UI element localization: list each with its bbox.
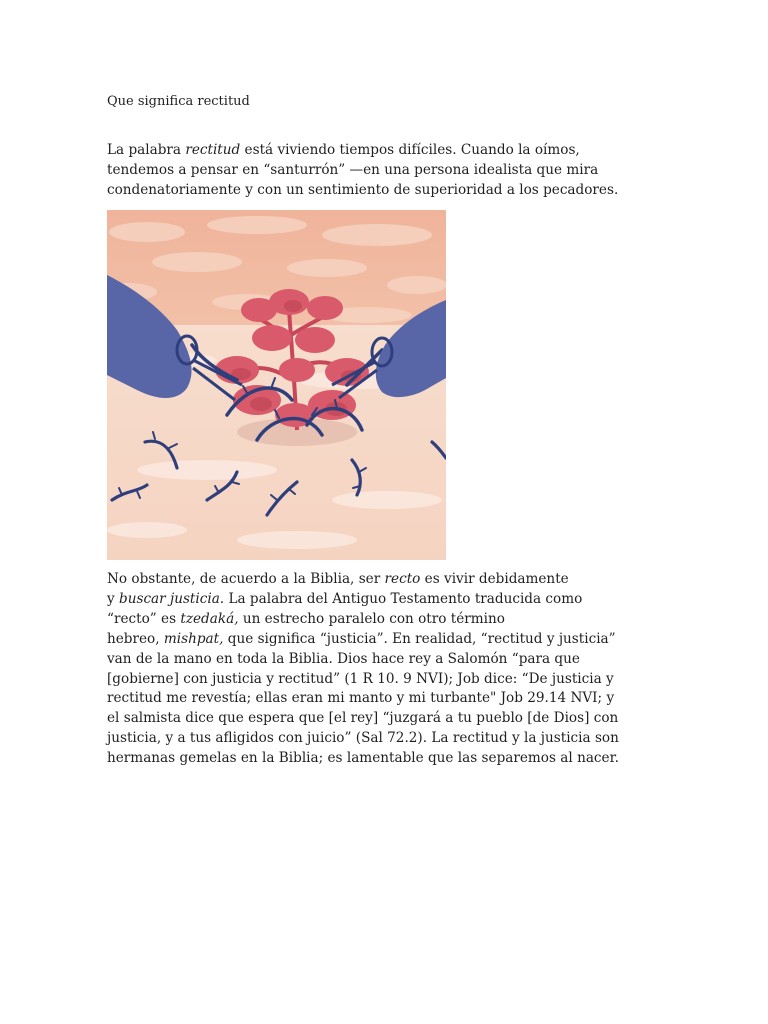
body-line: hermanas gemelas en la Biblia; es lamentable que las separemos al nacer. <box>107 750 619 767</box>
page-title: Que significa rectitud <box>107 94 250 109</box>
intro-line <box>107 141 618 161</box>
body-line <box>107 570 619 590</box>
body-line: van de la mano en toda la Biblia. Dios hace rey a Salomón “para que <box>107 650 580 667</box>
text-run: un estrecho paralelo con otro término <box>238 610 505 627</box>
body-line: [gobierne] con justicia y rectitud” (1 R 10. 9 NVI); Job dice: “De justicia y <box>107 670 614 687</box>
intro-paragraph <box>107 141 618 201</box>
intro-line: condenatoriamente y con un sentimiento de superioridad a los pecadores. <box>107 181 619 198</box>
text-run: No obstante, de acuerdo a la Biblia, ser <box>107 571 385 587</box>
intro-line: tendemos a pensar en “santurrón” —en una persona idealista que mira <box>107 161 599 178</box>
text-run: y <box>107 590 120 607</box>
emphasis-mishpat: mishpat, <box>163 630 224 647</box>
illustration-image <box>107 210 446 560</box>
text-run: La palabra del Antiguo Testamento traducida como <box>224 590 583 607</box>
text-run: que significa “justicia”. En realidad, “rectitud y justicia” <box>223 630 616 647</box>
text-run: “recto” es <box>107 610 181 627</box>
body-line <box>107 590 619 610</box>
emphasis-buscar-justicia: buscar justicia. <box>119 590 225 607</box>
emphasis-tzedaka: tzedaká, <box>180 610 239 627</box>
illustration-artwork <box>107 210 446 560</box>
body-line <box>107 630 619 650</box>
text-run: hebreo, <box>107 630 164 647</box>
body-line: rectitud me revestía; ellas eran mi manto y mi turbante" Job 29.14 NVI; y <box>107 690 615 707</box>
text-run: es vivir debidamente <box>420 571 569 587</box>
text-run: está viviendo tiempos difíciles. Cuando la oímos, <box>240 142 580 158</box>
emphasis-recto: recto <box>384 571 421 587</box>
body-line <box>107 610 619 630</box>
body-line: justicia, y a tus afligidos con juicio” (Sal 72.2). La rectitud y la justicia son <box>107 730 619 747</box>
emphasis-rectitud: rectitud <box>185 142 241 158</box>
body-line: el salmista dice que espera que [el rey] “juzgará a tu pueblo [de Dios] con <box>107 710 619 727</box>
text-run: La palabra <box>107 142 186 158</box>
body-paragraph <box>107 570 619 769</box>
